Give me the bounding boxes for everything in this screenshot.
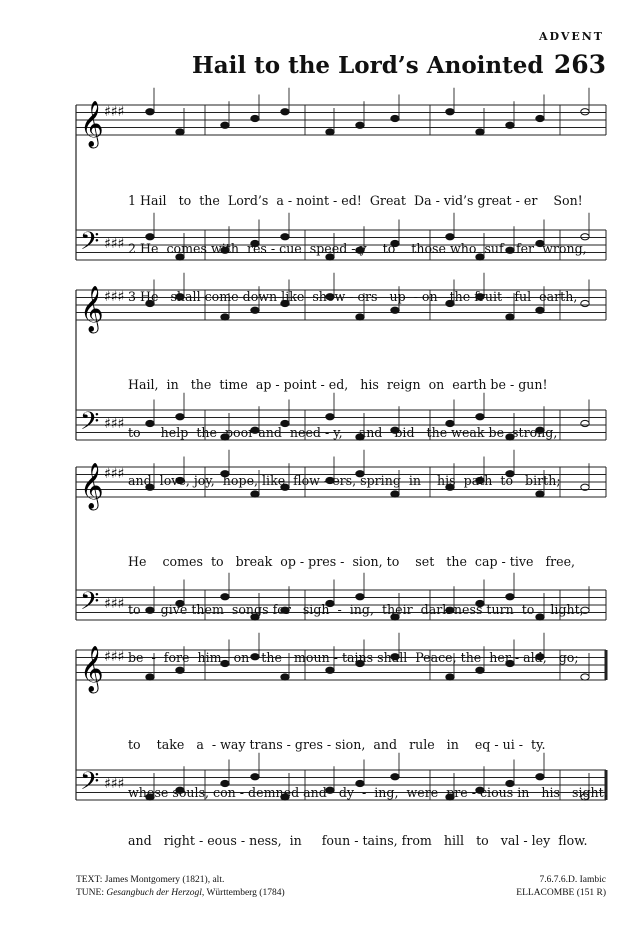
lyric-line: 1 Hail to the Lord’s a - noint - ed! Great Da - vid’s great - er Son! [128,193,583,208]
lyric-line: He comes to break op - pres - sion, to set the cap - tive free, [128,554,576,569]
meter: 7.6.7.6.D. Iambic [539,875,606,885]
key-signature-icon: ♯♯♯ [104,776,125,792]
key-signature-icon: ♯♯♯ [104,649,125,665]
section-heading: ADVENT [538,30,604,43]
key-signature-icon: ♯♯♯ [104,104,125,120]
lyric-line: 2 He comes with res - cue speed - y to those who suf - fer wrong, [128,241,587,256]
system-2-lyrics [128,345,561,505]
bass-clef-icon: 𝄢 [80,587,100,622]
system-4-lyrics [128,705,608,865]
key-signature-icon: ♯♯♯ [104,466,125,482]
bass-clef-icon: 𝄢 [80,767,100,802]
tune-credit [76,887,285,900]
key-signature-icon: ♯♯♯ [104,416,125,432]
lyric-line: to take a - way trans - gres - sion, and rule in eq - ui - ty. [128,737,546,752]
system-3-lyrics [128,522,584,682]
bass-clef-icon: 𝄢 [80,407,100,442]
lyric-line: whose souls, con - demned and dy - ing, were pre - cious in his sight. [128,785,608,800]
hymn-number: 263 [553,50,606,79]
tune-credit-source: Gesangbuch der Herzogl [106,888,202,898]
tune-credit-label: TUNE: [76,888,104,898]
bass-clef-icon: 𝄢 [80,227,100,262]
tune-credit-place: , Württemberg (1784) [201,888,285,898]
treble-clef-icon: 𝄞 [80,286,104,332]
treble-clef-icon: 𝄞 [80,101,104,147]
key-signature-icon: ♯♯♯ [104,236,125,252]
lyric-line: be - fore him on the moun - tains shall Peace, the her - ald, go; [128,650,579,665]
credits [76,874,285,900]
treble-clef-icon: 𝄞 [80,463,104,509]
treble-clef-icon: 𝄞 [80,646,104,692]
text-credit: TEXT: James Montgomery (1821), alt. [76,875,225,885]
tune-info [516,874,606,900]
lyric-line: and love, joy, hope, like flow - ers, spring in his path to birth; [128,473,561,488]
lyric-line: Hail, in the time ap - point - ed, his reign on earth be - gun! [128,377,548,392]
key-signature-icon: ♯♯♯ [104,596,125,612]
lyric-line: to help the poor and need - y, and bid the weak be strong, [128,425,558,440]
lyric-line: and right - eous - ness, in foun - tains, from hill to val - ley flow. [128,833,588,848]
hymn-title: Hail to the Lord’s Anointed [192,52,544,79]
lyric-line: to give them songs for sigh - ing, their dark-ness turn to light, [128,602,584,617]
lyric-line: 3 He shall come down like show - ers up - on the fruit - ful earth, [128,289,578,304]
system-1-lyrics [128,161,587,321]
tune-name: ELLACOMBE (151 R) [516,888,606,898]
key-signature-icon: ♯♯♯ [104,289,125,305]
